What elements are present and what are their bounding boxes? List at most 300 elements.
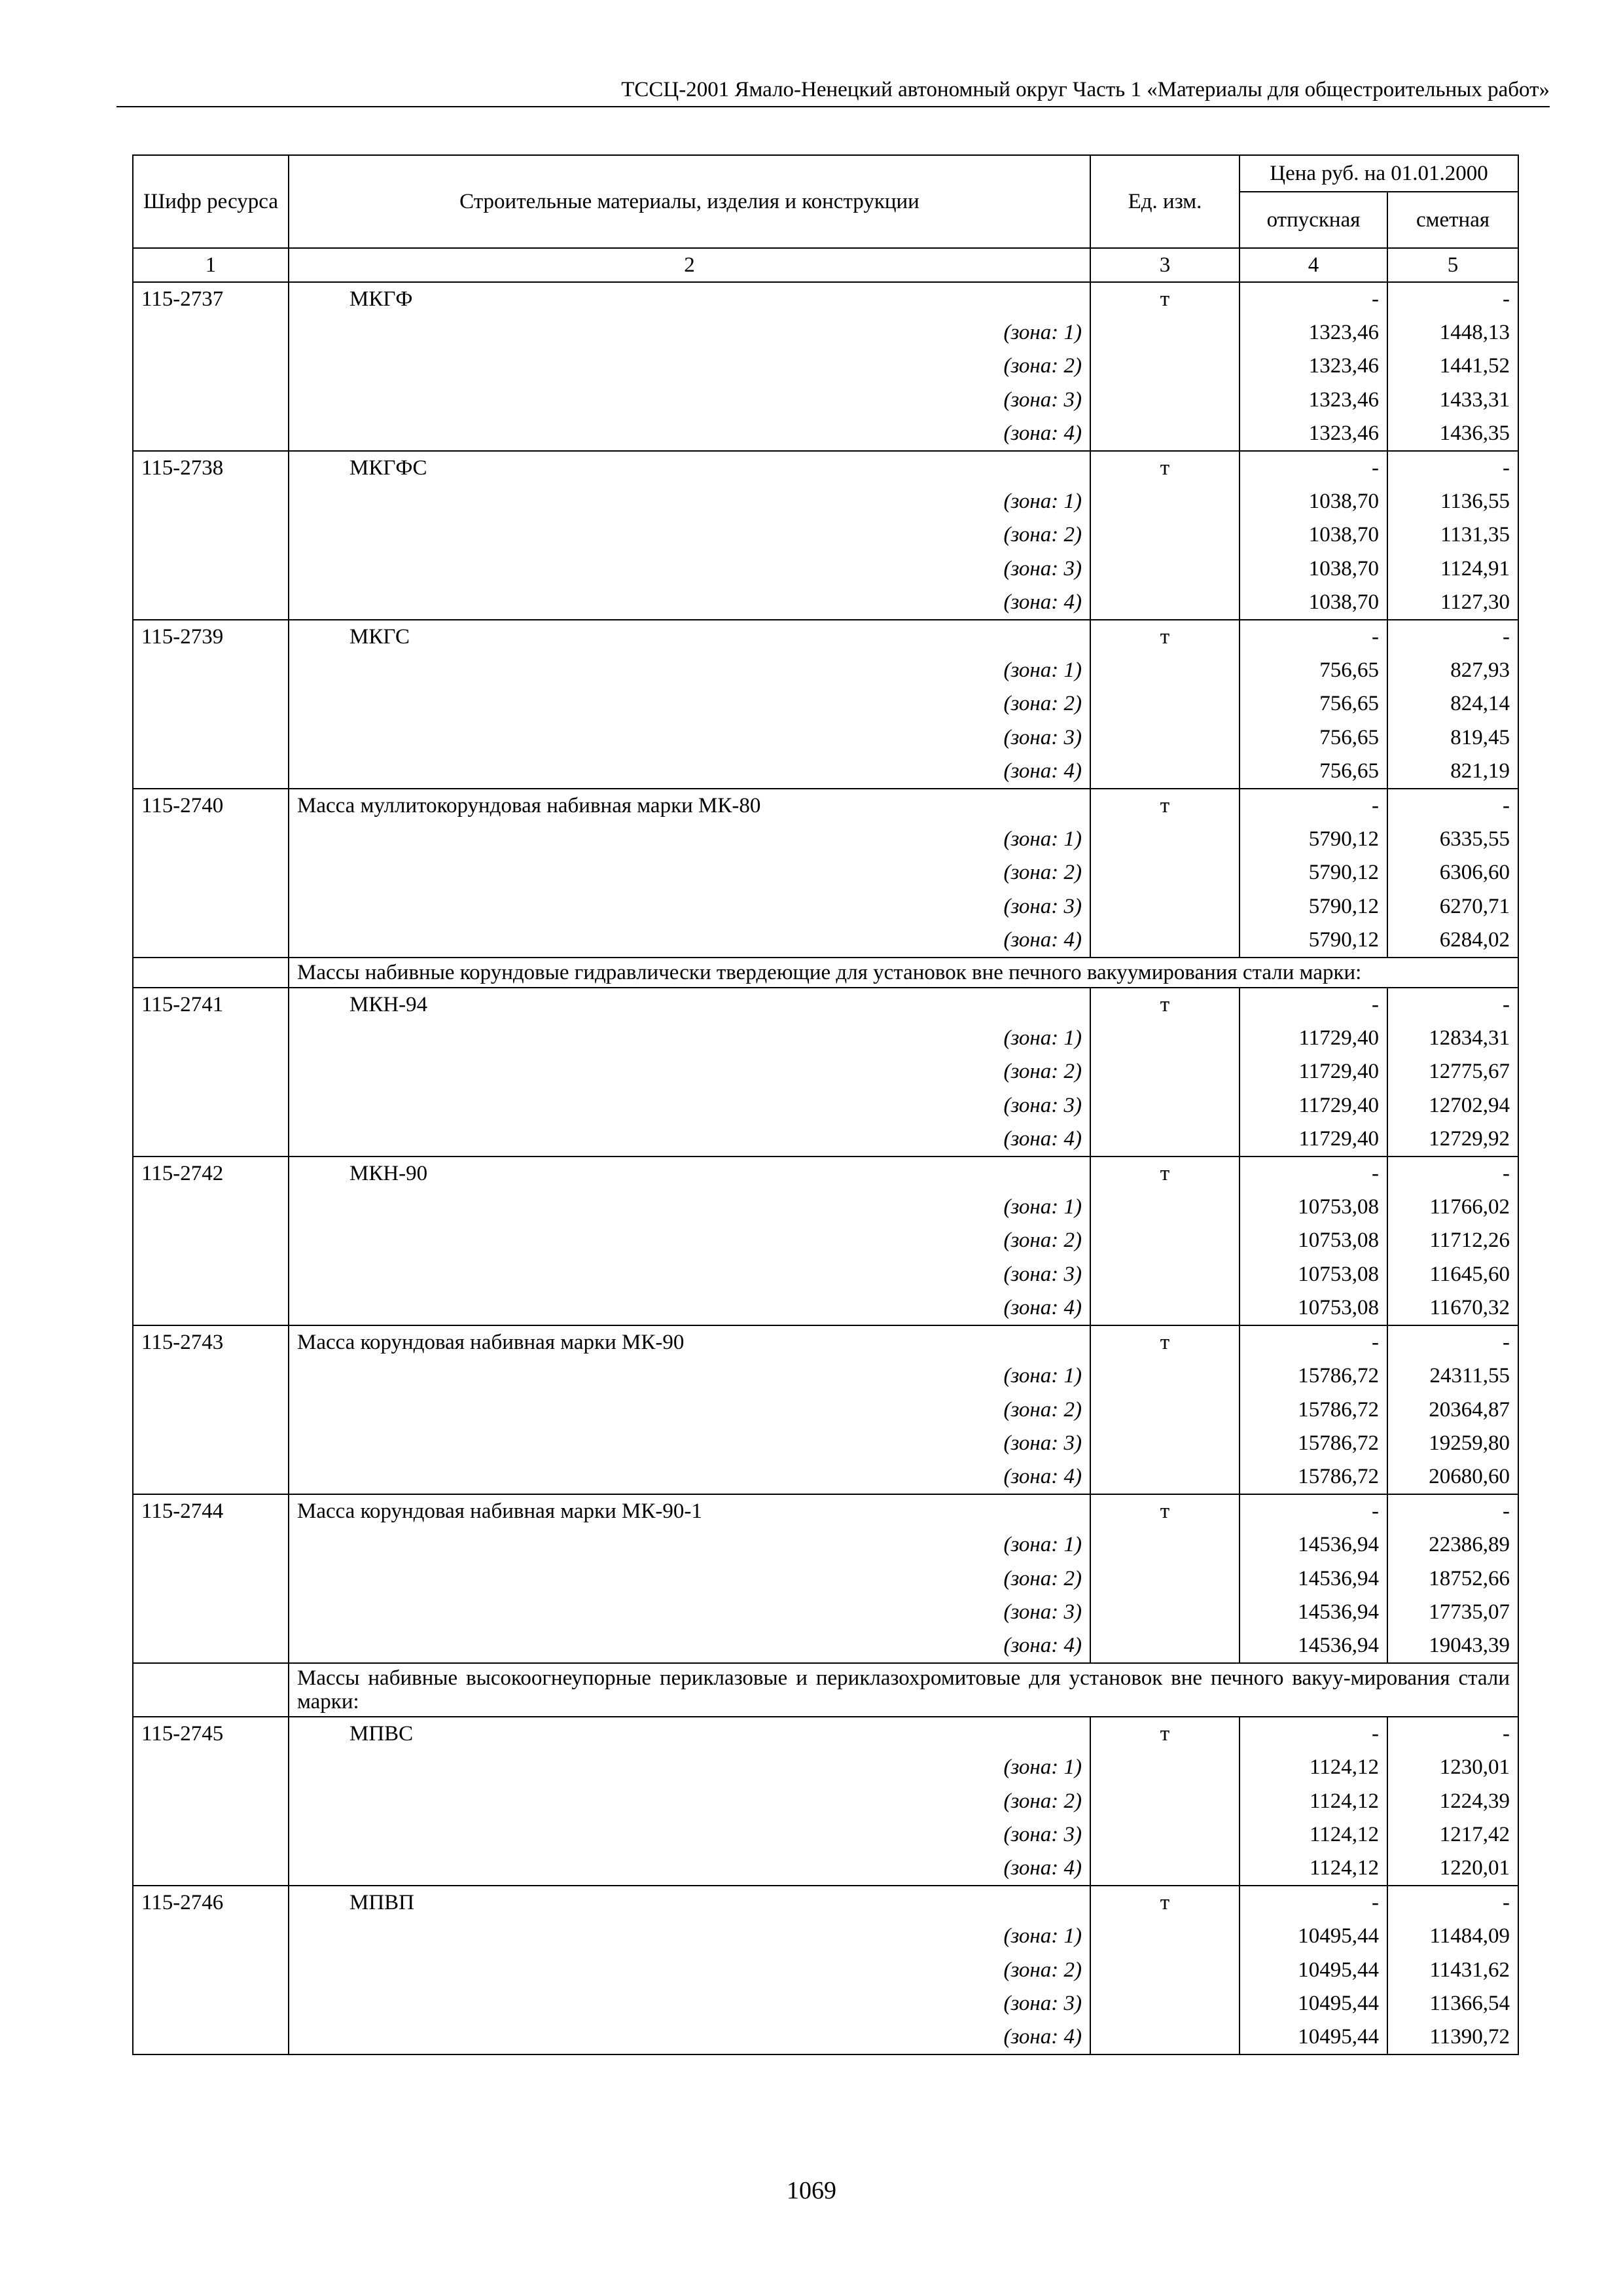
release-price: 5790,12 xyxy=(1240,823,1387,856)
empty-cell xyxy=(1090,350,1240,383)
group-heading-row xyxy=(133,1663,1518,1717)
empty-cell xyxy=(1090,1224,1240,1257)
empty-cell xyxy=(133,1460,289,1494)
release-price: 1038,70 xyxy=(1240,485,1387,518)
estimate-price: - xyxy=(1387,620,1518,654)
zone-label: (зона: 2) xyxy=(289,350,1090,383)
zone-label: (зона: 1) xyxy=(289,1920,1090,1953)
estimate-price: 11390,72 xyxy=(1387,2020,1518,2054)
empty-cell xyxy=(1090,1393,1240,1427)
zone-row xyxy=(133,1122,1518,1157)
empty-cell xyxy=(1090,1920,1240,1953)
empty-cell xyxy=(133,1022,289,1055)
estimate-price: 1127,30 xyxy=(1387,586,1518,620)
unit: т xyxy=(1090,988,1240,1022)
resource-code: 115-2741 xyxy=(133,988,289,1022)
empty-cell xyxy=(1090,1427,1240,1460)
zone-row xyxy=(133,552,1518,586)
zone-label: (зона: 1) xyxy=(289,316,1090,350)
empty-cell xyxy=(133,1528,289,1562)
zone-label: (зона: 2) xyxy=(289,1785,1090,1818)
empty-cell xyxy=(1090,417,1240,451)
zone-label: (зона: 4) xyxy=(289,417,1090,451)
zone-row xyxy=(133,1359,1518,1393)
release-price: 10495,44 xyxy=(1240,1987,1387,2020)
resource-code: 115-2740 xyxy=(133,789,289,823)
empty-cell xyxy=(133,2020,289,2054)
release-price: 15786,72 xyxy=(1240,1460,1387,1494)
unit: т xyxy=(1090,451,1240,485)
empty-cell xyxy=(1090,1751,1240,1784)
zone-row xyxy=(133,1089,1518,1122)
column-number: 4 xyxy=(1240,248,1387,282)
estimate-price: 1436,35 xyxy=(1387,417,1518,451)
zone-label: (зона: 1) xyxy=(289,1528,1090,1562)
resource-code: 115-2737 xyxy=(133,282,289,316)
zone-label: (зона: 4) xyxy=(289,1122,1090,1157)
header-divider xyxy=(116,106,1550,107)
estimate-price: - xyxy=(1387,1157,1518,1191)
empty-cell xyxy=(1090,1629,1240,1663)
empty-cell xyxy=(1090,890,1240,924)
table-row xyxy=(133,1325,1518,1359)
zone-row xyxy=(133,823,1518,856)
empty-cell xyxy=(1090,316,1240,350)
estimate-price: 11484,09 xyxy=(1387,1920,1518,1953)
estimate-price: - xyxy=(1387,1325,1518,1359)
empty-cell xyxy=(133,1122,289,1157)
estimate-price: 6335,55 xyxy=(1387,823,1518,856)
estimate-price: 24311,55 xyxy=(1387,1359,1518,1393)
empty-cell xyxy=(133,417,289,451)
zone-row xyxy=(133,924,1518,958)
zone-label: (зона: 3) xyxy=(289,1258,1090,1291)
empty-cell xyxy=(133,1785,289,1818)
empty-cell xyxy=(133,384,289,417)
release-price: 11729,40 xyxy=(1240,1022,1387,1055)
group-heading-row xyxy=(133,958,1518,988)
empty-cell xyxy=(1090,721,1240,755)
estimate-price: 1220,01 xyxy=(1387,1852,1518,1886)
release-price: 10495,44 xyxy=(1240,2020,1387,2054)
empty-cell xyxy=(133,1055,289,1088)
header-release-price: отпускная xyxy=(1240,192,1387,248)
empty-cell xyxy=(1090,1089,1240,1122)
zone-row xyxy=(133,1596,1518,1629)
empty-cell xyxy=(1090,823,1240,856)
release-price: 5790,12 xyxy=(1240,924,1387,958)
empty-cell xyxy=(1090,687,1240,721)
release-price: 11729,40 xyxy=(1240,1089,1387,1122)
estimate-price: 12834,31 xyxy=(1387,1022,1518,1055)
unit: т xyxy=(1090,789,1240,823)
zone-row xyxy=(133,1427,1518,1460)
release-price: - xyxy=(1240,1717,1387,1751)
estimate-price: 11712,26 xyxy=(1387,1224,1518,1257)
zone-row xyxy=(133,1022,1518,1055)
zone-row xyxy=(133,1852,1518,1886)
zone-row xyxy=(133,687,1518,721)
estimate-price: 1136,55 xyxy=(1387,485,1518,518)
release-price: - xyxy=(1240,620,1387,654)
release-price: 1124,12 xyxy=(1240,1785,1387,1818)
material-name: МКГФС xyxy=(289,451,1090,485)
estimate-price: 1224,39 xyxy=(1387,1785,1518,1818)
estimate-price: 22386,89 xyxy=(1387,1528,1518,1562)
material-name: Масса муллитокорундовая набивная марки МК-80 xyxy=(289,789,1090,823)
zone-row xyxy=(133,1920,1518,1953)
estimate-price: 6306,60 xyxy=(1387,856,1518,889)
estimate-price: 824,14 xyxy=(1387,687,1518,721)
empty-cell xyxy=(1090,1562,1240,1596)
release-price: 5790,12 xyxy=(1240,856,1387,889)
release-price: - xyxy=(1240,1157,1387,1191)
release-price: 10753,08 xyxy=(1240,1224,1387,1257)
zone-row xyxy=(133,1393,1518,1427)
column-number: 2 xyxy=(289,248,1090,282)
table-body xyxy=(133,282,1518,2054)
zone-label: (зона: 1) xyxy=(289,1359,1090,1393)
empty-cell xyxy=(133,1359,289,1393)
empty-cell xyxy=(1090,755,1240,789)
release-price: 756,65 xyxy=(1240,721,1387,755)
zone-row xyxy=(133,1460,1518,1494)
empty-cell xyxy=(133,755,289,789)
zone-row xyxy=(133,417,1518,451)
zone-row xyxy=(133,2020,1518,2054)
group-heading-text: Массы набивные корундовые гидравлически твердеющие для установок вне печного вакуумирования стали марки: xyxy=(289,958,1518,988)
empty-cell xyxy=(133,1562,289,1596)
zone-label: (зона: 3) xyxy=(289,1596,1090,1629)
zone-label: (зона: 3) xyxy=(289,1987,1090,2020)
empty-cell xyxy=(1090,485,1240,518)
material-name: МКН-90 xyxy=(289,1157,1090,1191)
zone-row xyxy=(133,890,1518,924)
zone-row xyxy=(133,1987,1518,2020)
zone-label: (зона: 4) xyxy=(289,1291,1090,1325)
zone-row xyxy=(133,1055,1518,1088)
zone-label: (зона: 1) xyxy=(289,1022,1090,1055)
release-price: 1323,46 xyxy=(1240,350,1387,383)
release-price: 5790,12 xyxy=(1240,890,1387,924)
empty-cell xyxy=(1090,1596,1240,1629)
release-price: 1323,46 xyxy=(1240,417,1387,451)
release-price: 1323,46 xyxy=(1240,384,1387,417)
header-code: Шифр ресурса xyxy=(133,155,289,248)
empty-cell xyxy=(1090,1359,1240,1393)
release-price: 1323,46 xyxy=(1240,316,1387,350)
release-price: - xyxy=(1240,1325,1387,1359)
group-code-cell xyxy=(133,958,289,988)
zone-row xyxy=(133,384,1518,417)
estimate-price: 12729,92 xyxy=(1387,1122,1518,1157)
empty-cell xyxy=(133,485,289,518)
material-name: Масса корундовая набивная марки МК-90-1 xyxy=(289,1494,1090,1528)
empty-cell xyxy=(1090,1987,1240,2020)
release-price: - xyxy=(1240,789,1387,823)
material-name: МПВП xyxy=(289,1886,1090,1920)
zone-label: (зона: 3) xyxy=(289,1818,1090,1852)
zone-row xyxy=(133,1785,1518,1818)
zone-label: (зона: 2) xyxy=(289,1562,1090,1596)
empty-cell xyxy=(133,586,289,620)
resource-code: 115-2743 xyxy=(133,1325,289,1359)
empty-cell xyxy=(133,1089,289,1122)
estimate-price: 12702,94 xyxy=(1387,1089,1518,1122)
empty-cell xyxy=(133,1427,289,1460)
empty-cell xyxy=(1090,2020,1240,2054)
release-price: 1124,12 xyxy=(1240,1818,1387,1852)
group-code-cell xyxy=(133,1663,289,1717)
zone-label: (зона: 1) xyxy=(289,823,1090,856)
unit: т xyxy=(1090,620,1240,654)
header-price: Цена руб. на 01.01.2000 xyxy=(1240,155,1518,192)
release-price: - xyxy=(1240,451,1387,485)
empty-cell xyxy=(133,316,289,350)
zone-row xyxy=(133,1258,1518,1291)
release-price: 14536,94 xyxy=(1240,1629,1387,1663)
empty-cell xyxy=(1090,1291,1240,1325)
estimate-price: 11431,62 xyxy=(1387,1954,1518,1987)
estimate-price: 12775,67 xyxy=(1387,1055,1518,1088)
release-price: - xyxy=(1240,1494,1387,1528)
table-row xyxy=(133,451,1518,485)
estimate-price: 1230,01 xyxy=(1387,1751,1518,1784)
header-estimate-price: сметная xyxy=(1387,192,1518,248)
estimate-price: 20680,60 xyxy=(1387,1460,1518,1494)
zone-row xyxy=(133,518,1518,552)
estimate-price: 19259,80 xyxy=(1387,1427,1518,1460)
empty-cell xyxy=(1090,1122,1240,1157)
unit: т xyxy=(1090,1494,1240,1528)
estimate-price: - xyxy=(1387,789,1518,823)
zone-label: (зона: 2) xyxy=(289,687,1090,721)
estimate-price: 17735,07 xyxy=(1387,1596,1518,1629)
zone-label: (зона: 3) xyxy=(289,721,1090,755)
release-price: 756,65 xyxy=(1240,755,1387,789)
release-price: 11729,40 xyxy=(1240,1055,1387,1088)
estimate-price: 11670,32 xyxy=(1387,1291,1518,1325)
release-price: 1038,70 xyxy=(1240,518,1387,552)
estimate-price: - xyxy=(1387,988,1518,1022)
column-number: 1 xyxy=(133,248,289,282)
release-price: 11729,40 xyxy=(1240,1122,1387,1157)
release-price: 14536,94 xyxy=(1240,1596,1387,1629)
release-price: 756,65 xyxy=(1240,687,1387,721)
zone-row xyxy=(133,856,1518,889)
empty-cell xyxy=(1090,384,1240,417)
empty-cell xyxy=(1090,856,1240,889)
page-number: 1069 xyxy=(787,2177,836,2204)
release-price: 1124,12 xyxy=(1240,1852,1387,1886)
unit: т xyxy=(1090,1325,1240,1359)
zone-label: (зона: 4) xyxy=(289,1852,1090,1886)
empty-cell xyxy=(133,518,289,552)
column-number: 5 xyxy=(1387,248,1518,282)
estimate-price: 6270,71 xyxy=(1387,890,1518,924)
empty-cell xyxy=(133,721,289,755)
empty-cell xyxy=(133,552,289,586)
resource-code: 115-2739 xyxy=(133,620,289,654)
zone-label: (зона: 3) xyxy=(289,384,1090,417)
estimate-price: 1217,42 xyxy=(1387,1818,1518,1852)
empty-cell xyxy=(133,1954,289,1987)
zone-label: (зона: 3) xyxy=(289,1427,1090,1460)
zone-label: (зона: 3) xyxy=(289,552,1090,586)
release-price: - xyxy=(1240,1886,1387,1920)
unit: т xyxy=(1090,1157,1240,1191)
price-table xyxy=(132,154,1519,2055)
empty-cell xyxy=(1090,1258,1240,1291)
empty-cell xyxy=(133,1191,289,1224)
header-name: Строительные материалы, изделия и конструкции xyxy=(289,155,1090,248)
zone-label: (зона: 2) xyxy=(289,1224,1090,1257)
estimate-price: 19043,39 xyxy=(1387,1629,1518,1663)
empty-cell xyxy=(133,1393,289,1427)
zone-label: (зона: 4) xyxy=(289,1460,1090,1494)
material-name: МКН-94 xyxy=(289,988,1090,1022)
release-price: - xyxy=(1240,282,1387,316)
estimate-price: 1441,52 xyxy=(1387,350,1518,383)
estimate-price: 1448,13 xyxy=(1387,316,1518,350)
estimate-price: 821,19 xyxy=(1387,755,1518,789)
zone-label: (зона: 2) xyxy=(289,518,1090,552)
empty-cell xyxy=(133,1291,289,1325)
zone-row xyxy=(133,1291,1518,1325)
table-row xyxy=(133,1494,1518,1528)
table-row xyxy=(133,988,1518,1022)
resource-code: 115-2744 xyxy=(133,1494,289,1528)
zone-label: (зона: 1) xyxy=(289,1191,1090,1224)
material-name: МКГФ xyxy=(289,282,1090,316)
empty-cell xyxy=(133,350,289,383)
estimate-price: - xyxy=(1387,1494,1518,1528)
release-price: 15786,72 xyxy=(1240,1393,1387,1427)
estimate-price: 819,45 xyxy=(1387,721,1518,755)
page-header: ТССЦ-2001 Ямало-Ненецкий автономный округ Часть 1 «Материалы для общестроительных работ» xyxy=(621,78,1550,101)
column-number: 3 xyxy=(1090,248,1240,282)
table-header xyxy=(133,155,1518,282)
release-price: 10753,08 xyxy=(1240,1191,1387,1224)
estimate-price: 1131,35 xyxy=(1387,518,1518,552)
zone-label: (зона: 4) xyxy=(289,755,1090,789)
unit: т xyxy=(1090,1717,1240,1751)
estimate-price: 1433,31 xyxy=(1387,384,1518,417)
zone-row xyxy=(133,316,1518,350)
table-row xyxy=(133,1717,1518,1751)
empty-cell xyxy=(1090,654,1240,687)
material-name: МПВС xyxy=(289,1717,1090,1751)
zone-label: (зона: 4) xyxy=(289,2020,1090,2054)
zone-label: (зона: 1) xyxy=(289,1751,1090,1784)
empty-cell xyxy=(133,1258,289,1291)
estimate-price: - xyxy=(1387,282,1518,316)
empty-cell xyxy=(1090,1818,1240,1852)
empty-cell xyxy=(133,1596,289,1629)
zone-row xyxy=(133,1629,1518,1663)
empty-cell xyxy=(1090,518,1240,552)
estimate-price: 827,93 xyxy=(1387,654,1518,687)
release-price: 14536,94 xyxy=(1240,1528,1387,1562)
zone-row xyxy=(133,1954,1518,1987)
unit: т xyxy=(1090,282,1240,316)
zone-row xyxy=(133,1224,1518,1257)
empty-cell xyxy=(133,856,289,889)
release-price: 1038,70 xyxy=(1240,586,1387,620)
empty-cell xyxy=(133,890,289,924)
empty-cell xyxy=(1090,924,1240,958)
zone-row xyxy=(133,1818,1518,1852)
resource-code: 115-2742 xyxy=(133,1157,289,1191)
empty-cell xyxy=(133,1818,289,1852)
zone-row xyxy=(133,1191,1518,1224)
table-row xyxy=(133,1157,1518,1191)
estimate-price: 11766,02 xyxy=(1387,1191,1518,1224)
empty-cell xyxy=(1090,1460,1240,1494)
zone-row xyxy=(133,755,1518,789)
zone-row xyxy=(133,350,1518,383)
table-row xyxy=(133,620,1518,654)
table-row xyxy=(133,1886,1518,1920)
release-price: 14536,94 xyxy=(1240,1562,1387,1596)
empty-cell xyxy=(133,1987,289,2020)
zone-label: (зона: 4) xyxy=(289,586,1090,620)
estimate-price: 20364,87 xyxy=(1387,1393,1518,1427)
release-price: 756,65 xyxy=(1240,654,1387,687)
material-name: Масса корундовая набивная марки МК-90 xyxy=(289,1325,1090,1359)
zone-row xyxy=(133,1751,1518,1784)
empty-cell xyxy=(1090,586,1240,620)
table-row xyxy=(133,282,1518,316)
zone-row xyxy=(133,586,1518,620)
unit: т xyxy=(1090,1886,1240,1920)
resource-code: 115-2745 xyxy=(133,1717,289,1751)
zone-label: (зона: 1) xyxy=(289,654,1090,687)
estimate-price: - xyxy=(1387,1886,1518,1920)
zone-label: (зона: 3) xyxy=(289,890,1090,924)
estimate-price: 11366,54 xyxy=(1387,1987,1518,2020)
empty-cell xyxy=(1090,1528,1240,1562)
zone-row xyxy=(133,1528,1518,1562)
empty-cell xyxy=(1090,1022,1240,1055)
empty-cell xyxy=(133,1751,289,1784)
empty-cell xyxy=(1090,1055,1240,1088)
empty-cell xyxy=(133,1920,289,1953)
estimate-price: 1124,91 xyxy=(1387,552,1518,586)
empty-cell xyxy=(133,1629,289,1663)
zone-label: (зона: 2) xyxy=(289,1954,1090,1987)
empty-cell xyxy=(133,1224,289,1257)
release-price: 15786,72 xyxy=(1240,1427,1387,1460)
zone-label: (зона: 4) xyxy=(289,1629,1090,1663)
zone-label: (зона: 2) xyxy=(289,1055,1090,1088)
release-price: 1038,70 xyxy=(1240,552,1387,586)
empty-cell xyxy=(1090,1785,1240,1818)
zone-label: (зона: 1) xyxy=(289,485,1090,518)
resource-code: 115-2738 xyxy=(133,451,289,485)
zone-row xyxy=(133,1562,1518,1596)
estimate-price: 11645,60 xyxy=(1387,1258,1518,1291)
empty-cell xyxy=(1090,1191,1240,1224)
empty-cell xyxy=(1090,552,1240,586)
empty-cell xyxy=(133,924,289,958)
zone-row xyxy=(133,721,1518,755)
zone-label: (зона: 2) xyxy=(289,856,1090,889)
empty-cell xyxy=(133,823,289,856)
material-name: МКГС xyxy=(289,620,1090,654)
release-price: 1124,12 xyxy=(1240,1751,1387,1784)
release-price: 10495,44 xyxy=(1240,1954,1387,1987)
